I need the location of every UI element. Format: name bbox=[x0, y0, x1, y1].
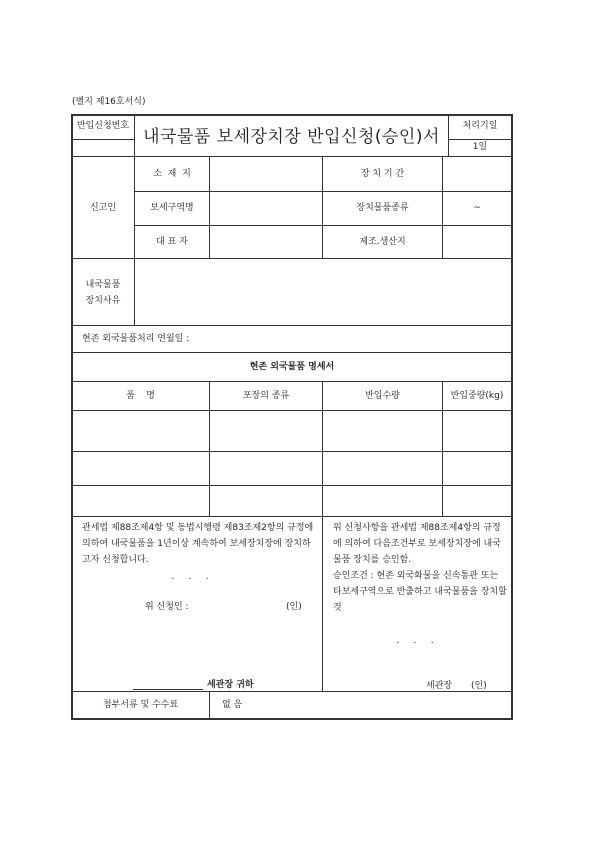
application-statement: 관세법 제88조제4항 및 동법시행령 제83조제2항의 규정에 의하여 내국물품을 1년이상 계속하여 보세장치장에 장치하고자 신청합니다. bbox=[82, 523, 314, 565]
approval-statement: 위 신청사항을 관세법 제88조제4항의 규정에 의하여 다음조건부로 보세장치장에 내국물품 장치를 승인함. bbox=[333, 523, 501, 565]
spec-title: 현존 외국물품 명세서 bbox=[249, 362, 335, 372]
application-date: . . . bbox=[171, 572, 209, 582]
applicant-signature-label: 위 신청인 : bbox=[145, 602, 189, 612]
recipient-blank-line bbox=[133, 689, 203, 690]
column-header-quantity: 반입수량 bbox=[365, 391, 400, 401]
goods-type-label: 장치물품종류 bbox=[356, 203, 409, 213]
border-bottom bbox=[71, 718, 513, 720]
column-header-item-name: 품 명 bbox=[126, 391, 155, 401]
applicant-section-label: 신고인 bbox=[89, 203, 117, 213]
border-top bbox=[71, 114, 513, 116]
storage-period-label: 장 치 기 간 bbox=[360, 169, 405, 179]
processing-period-value: 1일 bbox=[472, 142, 488, 152]
form-number-label: (별지 제16호서식) bbox=[72, 97, 146, 107]
approval-condition: 승인조건 : 현존 외국화물을 신속통관 또는 타보세구역으로 반출하고 내국물품을 장치할 것 bbox=[333, 571, 507, 613]
foreign-goods-date-label: 현존 외국물품처리 연월일 : bbox=[82, 334, 190, 344]
border-right bbox=[511, 114, 513, 720]
officer-seal: (인) bbox=[471, 681, 487, 691]
attachments-label: 첨부서류 및 수수료 bbox=[102, 700, 179, 710]
attachments-value: 없 음 bbox=[222, 700, 243, 710]
column-header-package-type: 포장의 종류 bbox=[242, 391, 290, 401]
applicant-seal: (인) bbox=[286, 602, 302, 612]
column-header-weight: 반입중량(kg) bbox=[450, 391, 504, 401]
origin-label: 제조.생산지 bbox=[359, 237, 406, 247]
bonded-zone-label: 보세구역명 bbox=[150, 203, 194, 213]
recipient-label: 세관장 귀하 bbox=[207, 680, 254, 690]
reason-label-line1: 내국물품 bbox=[85, 280, 121, 290]
reason-label-line2: 장치사유 bbox=[85, 296, 121, 306]
location-label: 소 재 지 bbox=[153, 169, 191, 179]
page-title: 내국물품 보세장치장 반입신청(승인)서 bbox=[143, 127, 440, 147]
goods-type-value: ~ bbox=[473, 203, 481, 213]
approval-date: . . . bbox=[396, 636, 434, 646]
processing-period-label: 처리기일 bbox=[462, 121, 498, 131]
application-number-label: 반입신청번호 bbox=[76, 121, 130, 131]
customs-officer-label: 세관장 bbox=[426, 681, 453, 691]
representative-label: 대 표 자 bbox=[156, 237, 188, 247]
